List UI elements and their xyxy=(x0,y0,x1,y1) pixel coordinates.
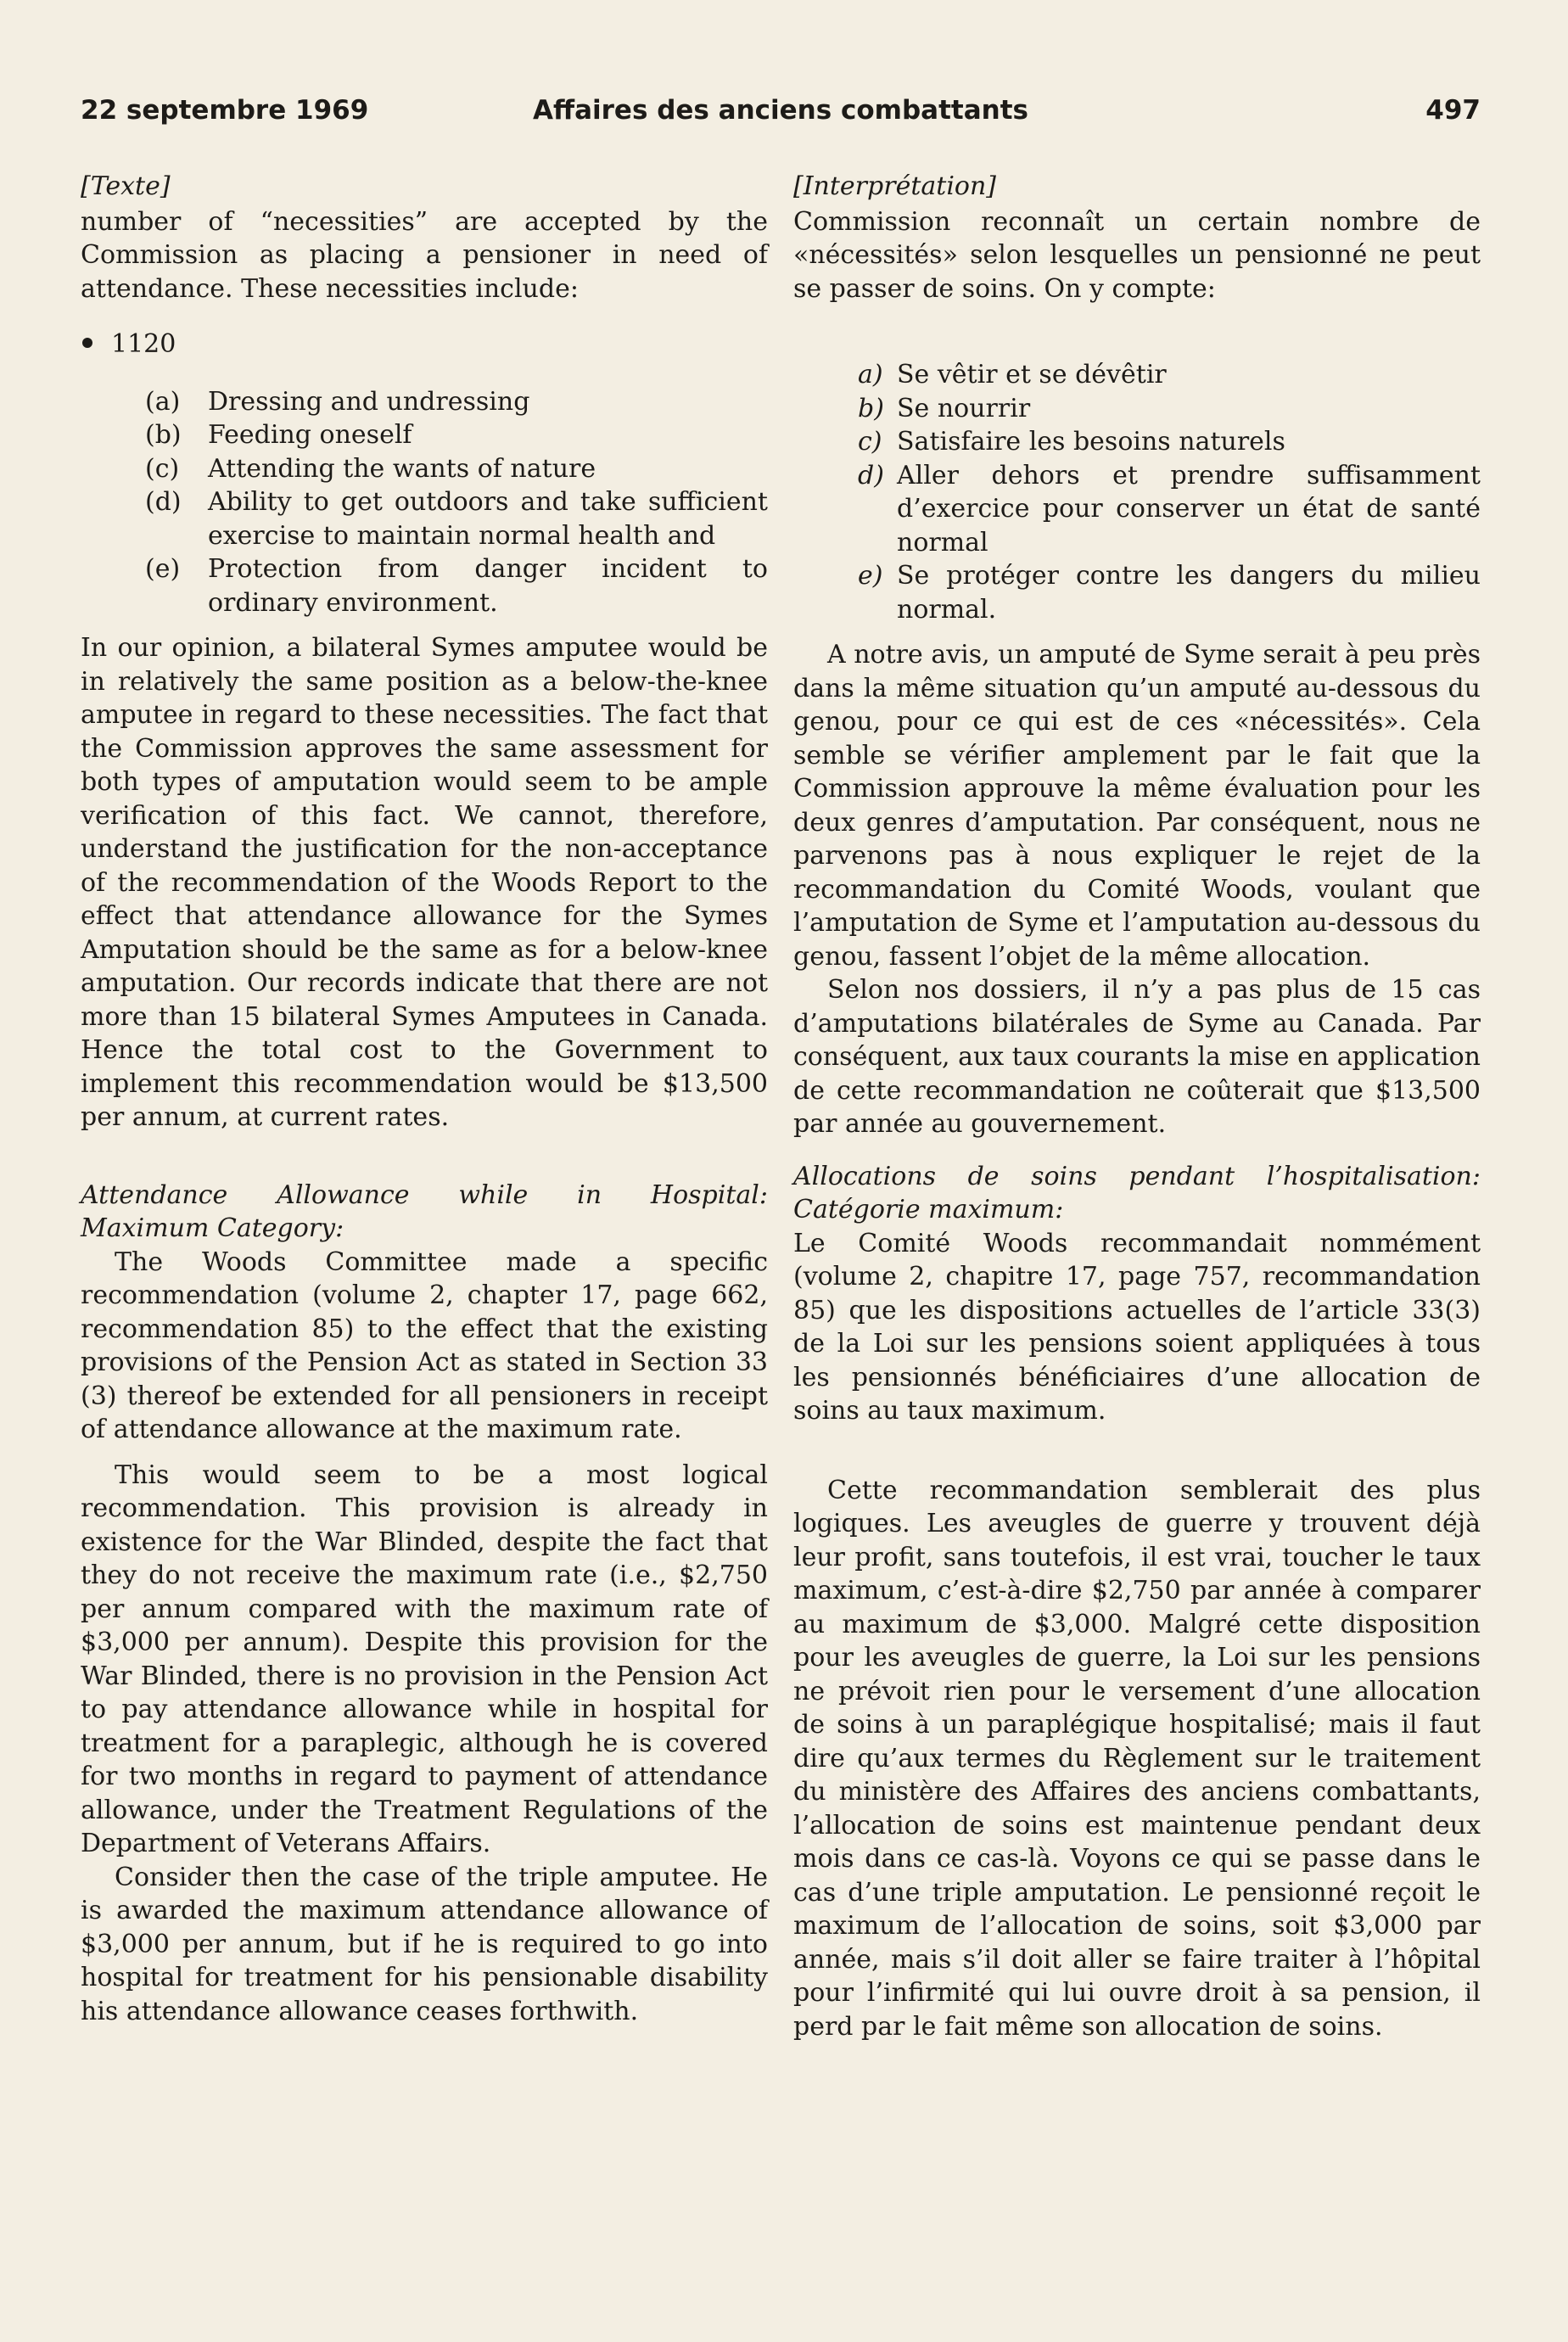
list-item xyxy=(793,459,1481,560)
opinion-paragraph-fr: A notre avis, un amputé de Syme serait à peu près dans la même situation qu’un amputé au-dessous du genou, pour ce qui est de ces «nécessités». Cela semble se vérifier amplement par le fait que la Commission approuve la même évaluation pour les deux genres d’amputation. Par conséquent, nous ne parvenons pas à nous expliquer le rejet de la recommandation du Comité Woods, voulant que l’amputation de Syme et l’amputation au-dessous du genou, fassent l’objet de la même allocation. xyxy=(793,640,1481,972)
text-tag: [Texte] xyxy=(81,171,171,201)
list-item-text: Protection from danger incident to ordinary environment. xyxy=(208,554,768,618)
english-column xyxy=(81,170,768,2028)
list-item xyxy=(81,552,768,619)
bullet-item xyxy=(82,328,768,361)
section-heading-line: Catégorie maximum: xyxy=(793,1195,1064,1224)
list-item-text: Dressing and undressing xyxy=(208,386,530,417)
section-heading-fr xyxy=(793,1160,1481,1227)
list-item-text: Se protéger contre les dangers du milieu normal. xyxy=(897,561,1481,625)
logical-paragraph-fr: Cette recommandation semblerait des plus logiques. Les aveugles de guerre y trouvent déjà leur profit, sans toutefois, il est vrai, toucher le taux maximum, c’est-à-dire $2,750 par année à comparer au maximum de $3,000. Malgré cette disposition pour les aveugles de guerre, la Loi sur les pensions ne prévoit rien pour le versement d’une allocation de soins à un paraplégique hospitalisé; mais il faut dire qu’aux termes du Règlement sur le traitement du ministère des Affaires des anciens combattants, l’allocation de soins est maintenue pendant deux mois dans ce cas-là. Voyons ce qui se passe dans le cas d’une triple amputation. Le pensionné reçoit le maximum de l’allocation de soins, soit $3,000 par année, mais s’il doit aller se faire traiter à l’hôpital pour l’infirmité qui lui ouvre droit à sa pension, il perd par le fait même son allocation de soins. xyxy=(793,1475,1481,2042)
page-header xyxy=(81,95,1481,137)
section-heading xyxy=(81,1179,768,1246)
list-item-label: (b) xyxy=(145,420,182,450)
list-item-text: Ability to get outdoors and take sufficient exercise to maintain normal health and xyxy=(208,487,768,551)
list-item-label: d) xyxy=(858,460,884,490)
woods-paragraph: The Woods Committee made a specific recommendation (volume 2, chapter 17, page 662, recommendation 85) to the effect that the existing provisions of the Pension Act as stated in Section 33 (3) thereof be extended for all pensioners in receipt of attendance allowance at the maximum rate. xyxy=(81,1247,768,1444)
section-heading-line: Maximum Category: xyxy=(81,1213,344,1243)
header-date: 22 septembre 1969 xyxy=(81,95,369,126)
list-item-text: Satisfaire les besoins naturels xyxy=(897,427,1285,457)
opinion-paragraph: In our opinion, a bilateral Symes amputee would be in relatively the same position as a below-the-knee amputee in regard to these necessities. The fact that the Commission approves the same assessment for both types of amputation would seem to be ample verification of this fact. We cannot, therefore, understand the justification for the non-acceptance of the recommendation of the Woods Report to the effect that attendance allowance for the Symes Amputation should be the same as for a below-knee amputation. Our records indicate that there are not more than 15 bilateral Symes Amputees in Canada. Hence the total cost to the Government to implement this recommendation would be $13,500 per annum, at current rates. xyxy=(81,633,768,1132)
intro-paragraph: number of “necessities” are accepted by the Commission as placing a pensioner in need of attendance. These necessities include: xyxy=(81,206,768,304)
list-item xyxy=(81,485,768,552)
list-item xyxy=(793,425,1481,459)
list-item-label: (d) xyxy=(145,487,182,517)
triple-amputee-paragraph: Consider then the case of the triple amputee. He is awarded the maximum attendance allowance of $3,000 per annum, but if he is required to go into hospital for treatment for his pensionable disability his attendance allowance ceases forthwith. xyxy=(81,1862,768,2026)
list-item xyxy=(793,392,1481,426)
list-item-label: b) xyxy=(858,393,884,423)
necessities-list xyxy=(81,385,768,620)
list-item-label: (a) xyxy=(145,386,181,417)
list-item-text: Se vêtir et se dévêtir xyxy=(897,360,1167,389)
records-paragraph-fr: Selon nos dossiers, il n’y a pas plus de 15 cas d’amputations bilatérales de Syme au Canada. Par conséquent, aux taux courants la mise en application de cette recommandation ne coûterait que $13,500 par année au gouvernement. xyxy=(793,975,1481,1139)
list-item-text: Se nourrir xyxy=(897,393,1031,423)
header-title: Affaires des anciens combattants xyxy=(533,95,1028,126)
logical-paragraph: This would seem to be a most logical recommendation. This provision is already in existence for the War Blinded, despite the fact that they do not receive the maximum rate (i.e., $2,750 per annum compared with the maximum rate of $3,000 per annum). Despite this provision for the War Blinded, there is no provision in the Pension Act to pay attendance allowance while in hospital for treatment for a paraplegic, although he is covered for two months in regard to payment of attendance allowance, under the Treatment Regulations of the Department of Veterans Affairs. xyxy=(81,1460,768,1858)
intro-paragraph-fr: Commission reconnaît un certain nombre de «nécessités» selon lesquelles un pensionné ne peut se passer de soins. On y compte: xyxy=(793,206,1481,304)
list-item-label: c) xyxy=(858,427,882,457)
list-item xyxy=(793,559,1481,626)
woods-paragraph-fr: Le Comité Woods recommandait nommément (volume 2, chapitre 17, page 757, recommandation 85) que les dispositions actuelles de l’article 33(3) de la Loi sur les pensions soient appliquées à tous les pensionnés bénéficiaires d’une allocation de soins au taux maximum. xyxy=(793,1228,1481,1426)
bullet-text: 1120 xyxy=(111,329,176,359)
section-heading-line: Allocations de soins pendant l’hospitalisation: xyxy=(793,1161,1481,1191)
list-item-label: e) xyxy=(858,561,883,591)
list-item xyxy=(81,385,768,419)
necessities-list-fr xyxy=(793,358,1481,626)
list-item-label: (c) xyxy=(145,453,180,484)
list-item-label: a) xyxy=(858,360,883,389)
list-item-text: Aller dehors et prendre suffisamment d’exercice pour conserver un état de santé normal xyxy=(897,460,1481,557)
list-item-label: (e) xyxy=(145,554,181,584)
list-item-text: Feeding oneself xyxy=(208,420,412,450)
section-heading-line: Attendance Allowance while in Hospital: xyxy=(81,1179,768,1210)
page-number: 497 xyxy=(1425,95,1481,126)
list-item xyxy=(81,418,768,452)
interpretation-tag: [Interprétation] xyxy=(793,171,997,201)
list-item xyxy=(793,358,1481,392)
list-item xyxy=(81,452,768,486)
french-column xyxy=(793,170,1481,2043)
list-item-text: Attending the wants of nature xyxy=(208,453,596,484)
bullet-icon xyxy=(82,338,92,348)
